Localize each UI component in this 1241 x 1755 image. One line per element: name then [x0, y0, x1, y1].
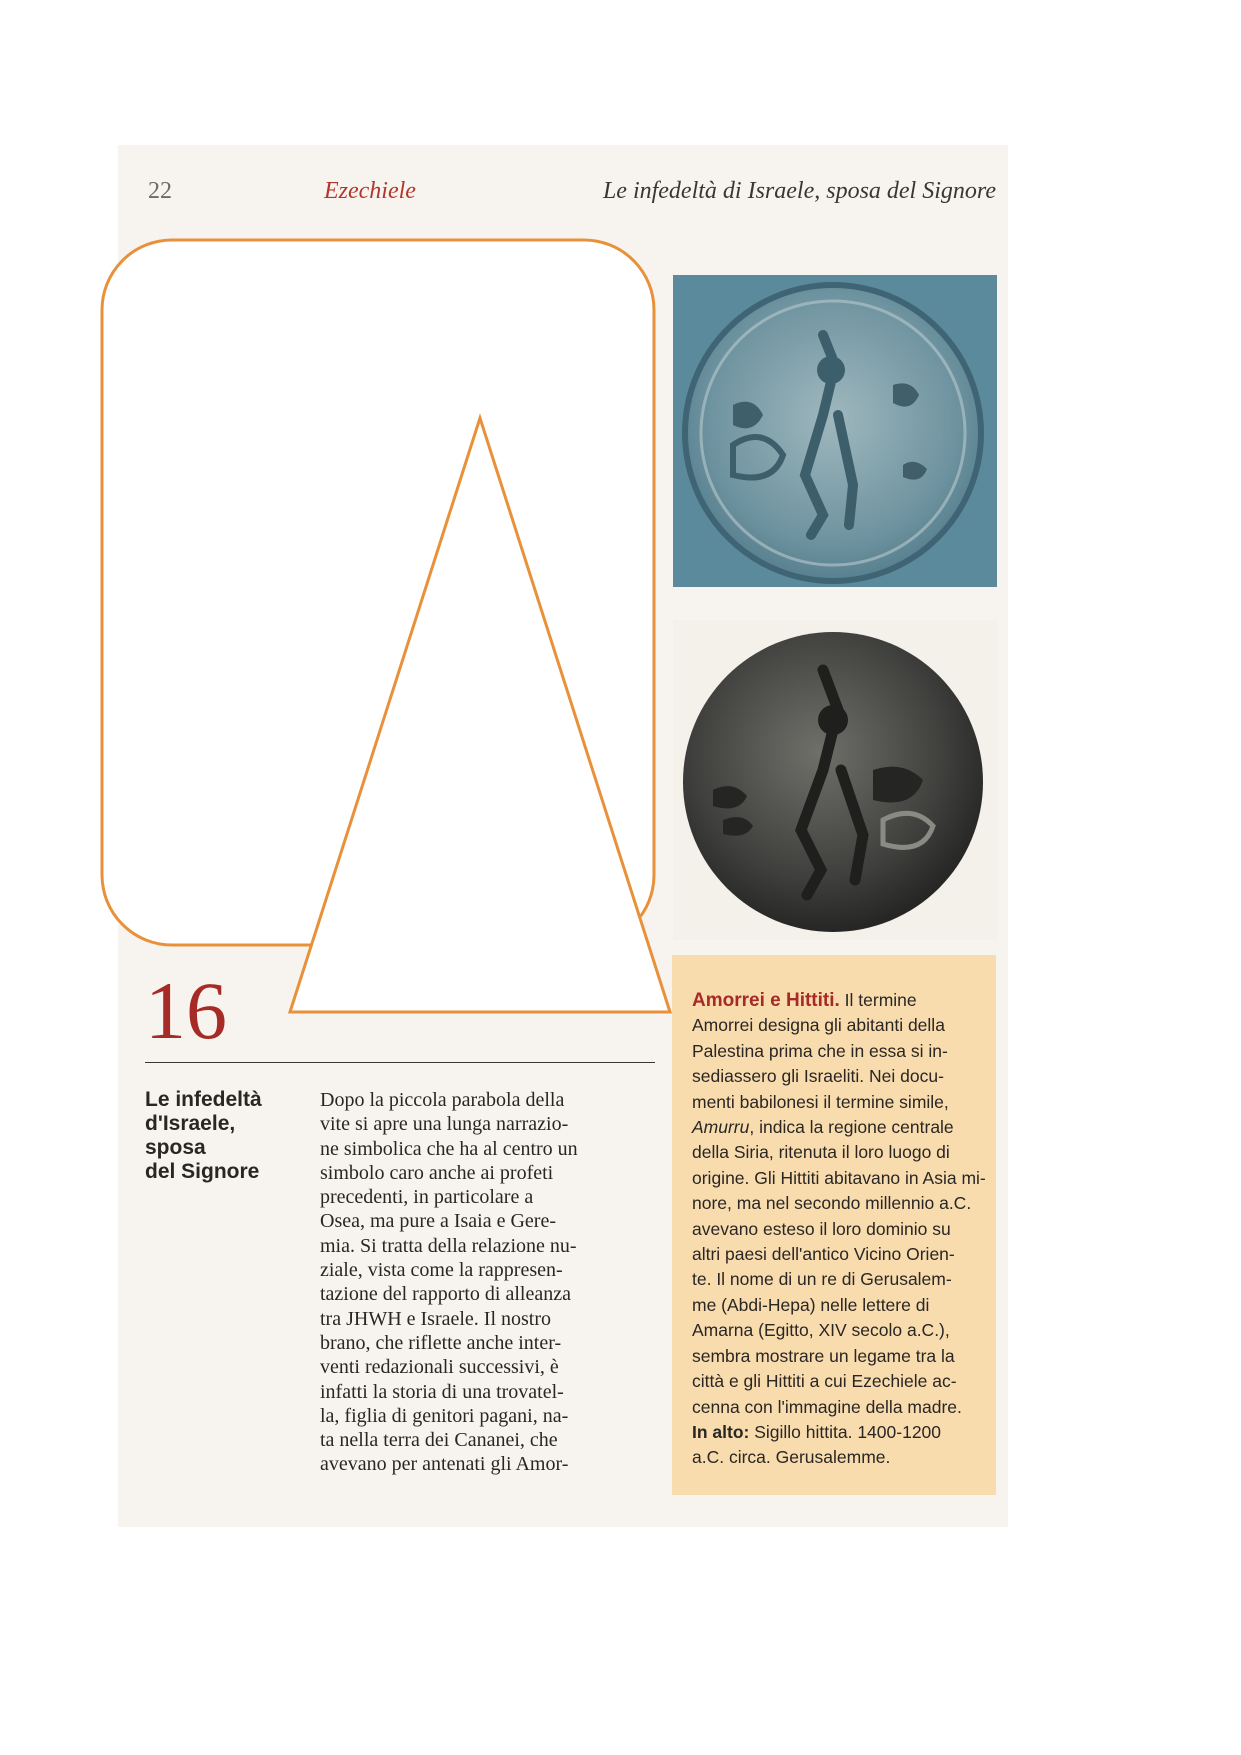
chapter-number: 16	[145, 965, 227, 1056]
body-line: brano, che riflette anche inter-	[320, 1331, 562, 1354]
caption-inalto-label: In alto:	[692, 1421, 750, 1442]
caption-line	[692, 988, 982, 1013]
body-text	[320, 1088, 640, 1477]
caption-line: Palestina prima che in essa si in-	[692, 1040, 948, 1061]
body-line: la, figlia di genitori pagani, na-	[320, 1404, 569, 1427]
seal-photo-top	[673, 275, 997, 587]
body-line: precedenti, in particolare a	[320, 1186, 534, 1209]
chapter-side-title	[145, 1088, 295, 1184]
caption-fragment: Il termine	[839, 990, 917, 1010]
book-title: Ezechiele	[324, 178, 416, 204]
caption-line: sembra mostrare un legame tra la	[692, 1345, 955, 1366]
caption-line: avevano esteso il loro dominio su	[692, 1218, 951, 1239]
caption-text	[692, 988, 986, 1471]
caption-line: città e gli Hittiti a cui Ezechiele ac-	[692, 1371, 957, 1392]
page-number: 22	[148, 178, 172, 204]
body-line: Dopo la piccola parabola della	[320, 1089, 565, 1111]
caption-line	[692, 1115, 982, 1140]
side-title-line: sposa	[145, 1136, 206, 1159]
caption-line: cenna con l'immagine della madre.	[692, 1396, 962, 1417]
caption-fragment: , indica la regione centrale	[749, 1117, 954, 1138]
caption-line: te. Il nome di un re di Gerusalem-	[692, 1269, 952, 1290]
caption-line: me (Abdi-Hepa) nelle lettere di	[692, 1294, 930, 1315]
caption-line	[692, 1420, 982, 1445]
caption-line: Amorrei designa gli abitanti della	[692, 1015, 945, 1036]
body-line: tazione del rapporto di alleanza	[320, 1283, 571, 1306]
running-header: Le infedeltà di Israele, sposa del Signore	[602, 178, 996, 204]
caption-line: nore, ma nel secondo millennio a.C.	[692, 1193, 972, 1214]
side-title-line: Le infedeltà	[145, 1088, 262, 1111]
caption-heading: Amorrei e Hittiti.	[692, 990, 840, 1011]
body-line: vite si apre una lunga narrazio-	[320, 1113, 569, 1136]
body-line: ne simbolica che ha al centro un	[320, 1137, 578, 1160]
caption-line: a.C. circa. Gerusalemme.	[692, 1447, 891, 1468]
caption-line: Amarna (Egitto, XIV secolo a.C.),	[692, 1320, 950, 1341]
caption-line: menti babilonesi il termine simile,	[692, 1091, 949, 1112]
body-line: ziale, vista come la rappresen-	[320, 1259, 563, 1282]
body-line: mia. Si tratta della relazione nu-	[320, 1234, 577, 1257]
side-title-line: d'Israele,	[145, 1112, 236, 1135]
body-line: tra JHWH e Israele. Il nostro	[320, 1307, 552, 1330]
side-title-line: del Signore	[145, 1160, 260, 1183]
body-line: Osea, ma pure a Isaia e Gere-	[320, 1210, 556, 1233]
caption-line: della Siria, ritenuta il loro luogo di	[692, 1142, 950, 1163]
caption-italic: Amurru	[692, 1117, 750, 1138]
caption-line: altri paesi dell'antico Vicino Orien-	[692, 1244, 955, 1265]
body-line: avevano per antenati gli Amor-	[320, 1453, 569, 1476]
caption-line: sediassero gli Israeliti. Nei docu-	[692, 1066, 944, 1087]
body-line: infatti la storia di una trovatel-	[320, 1380, 564, 1403]
body-line: simbolo caro anche ai profeti	[320, 1161, 554, 1184]
caption-fragment: Sigillo hittita. 1400-1200	[749, 1421, 942, 1442]
seal-photo-bottom	[673, 620, 997, 940]
body-line: venti redazionali successivi, è	[320, 1356, 559, 1379]
body-line: ta nella terra dei Cananei, che	[320, 1429, 558, 1452]
heading-rule	[145, 1062, 655, 1063]
caption-line: origine. Gli Hittiti abitavano in Asia mi-	[692, 1167, 986, 1188]
